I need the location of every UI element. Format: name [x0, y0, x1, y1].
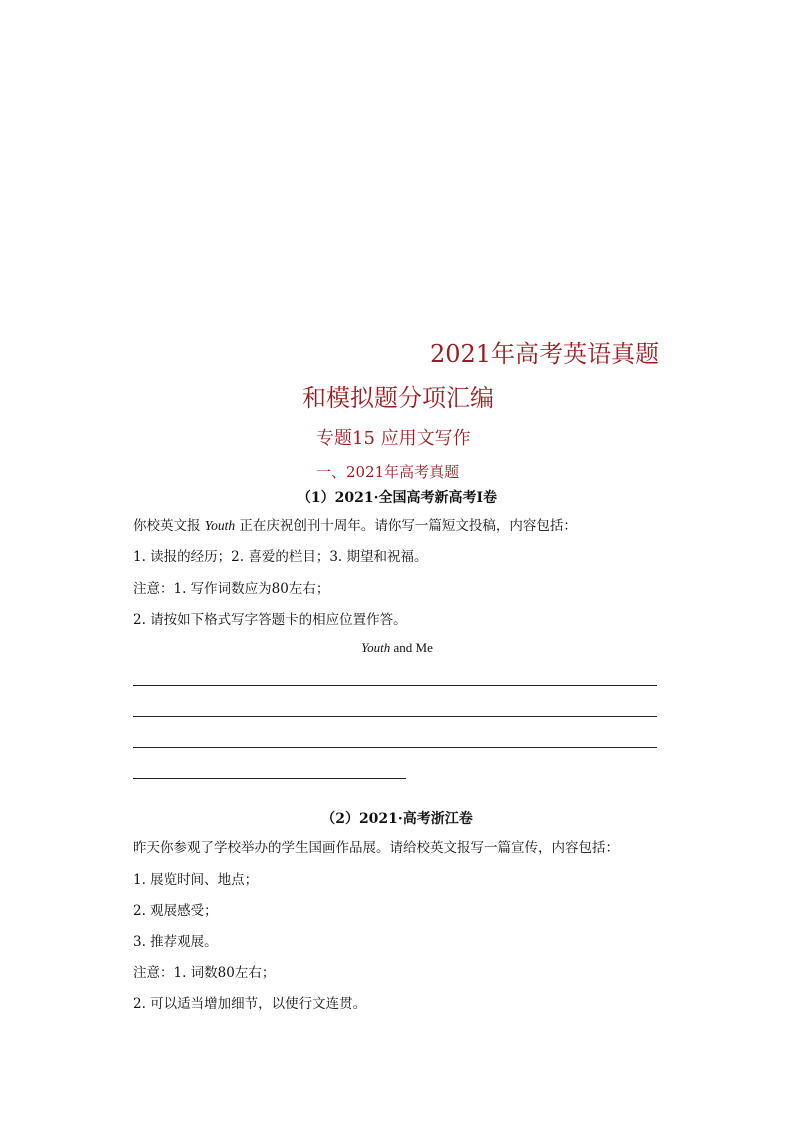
question-1-note-1: 注意：1. 写作词数应为80左右；	[133, 581, 330, 597]
answer-line	[133, 685, 657, 686]
prompt-text-before: 你校英文报	[133, 518, 201, 534]
question-2-point-2: 2. 观展感受；	[133, 903, 218, 919]
question-2-point-1: 1. 展览时间、地点；	[133, 872, 259, 888]
title-line-1: 2021年高考英语真题	[430, 340, 660, 368]
question-2-note-1: 注意：1. 词数80左右；	[133, 965, 276, 981]
prompt-text-italic: Youth	[204, 518, 236, 533]
essay-title-rest: and Me	[390, 640, 433, 655]
answer-line	[133, 747, 657, 748]
answer-line-short	[133, 778, 406, 779]
question-1-prompt	[133, 514, 577, 534]
answer-line	[133, 716, 657, 717]
question-1-note-2: 2. 请按如下格式写字答题卡的相应位置作答。	[133, 612, 407, 628]
essay-title	[0, 640, 794, 656]
question-2-note-2: 2. 可以适当增加细节，以使行文连贯。	[133, 996, 367, 1012]
topic-title: 专题15 应用文写作	[316, 428, 471, 449]
essay-title-italic: Youth	[361, 640, 391, 655]
question-2-point-3: 3. 推荐观展。	[133, 934, 218, 950]
question-1-heading: （1）2021·全国高考新高考Ⅰ卷	[296, 490, 498, 506]
prompt-text-after: 正在庆祝创刊十周年。请你写一篇短文投稿，内容包括：	[239, 518, 577, 534]
question-2-prompt: 昨天你参观了学校举办的学生国画作品展。请给校英文报写一篇宣传，内容包括：	[133, 840, 619, 856]
question-1-content-points: 1. 读报的经历；2. 喜爱的栏目；3. 期望和祝福。	[133, 549, 428, 565]
title-line-2: 和模拟题分项汇编	[302, 384, 494, 412]
question-2-heading: （2）2021·高考浙江卷	[321, 811, 473, 827]
section-title: 一、2021年高考真题	[316, 463, 460, 481]
